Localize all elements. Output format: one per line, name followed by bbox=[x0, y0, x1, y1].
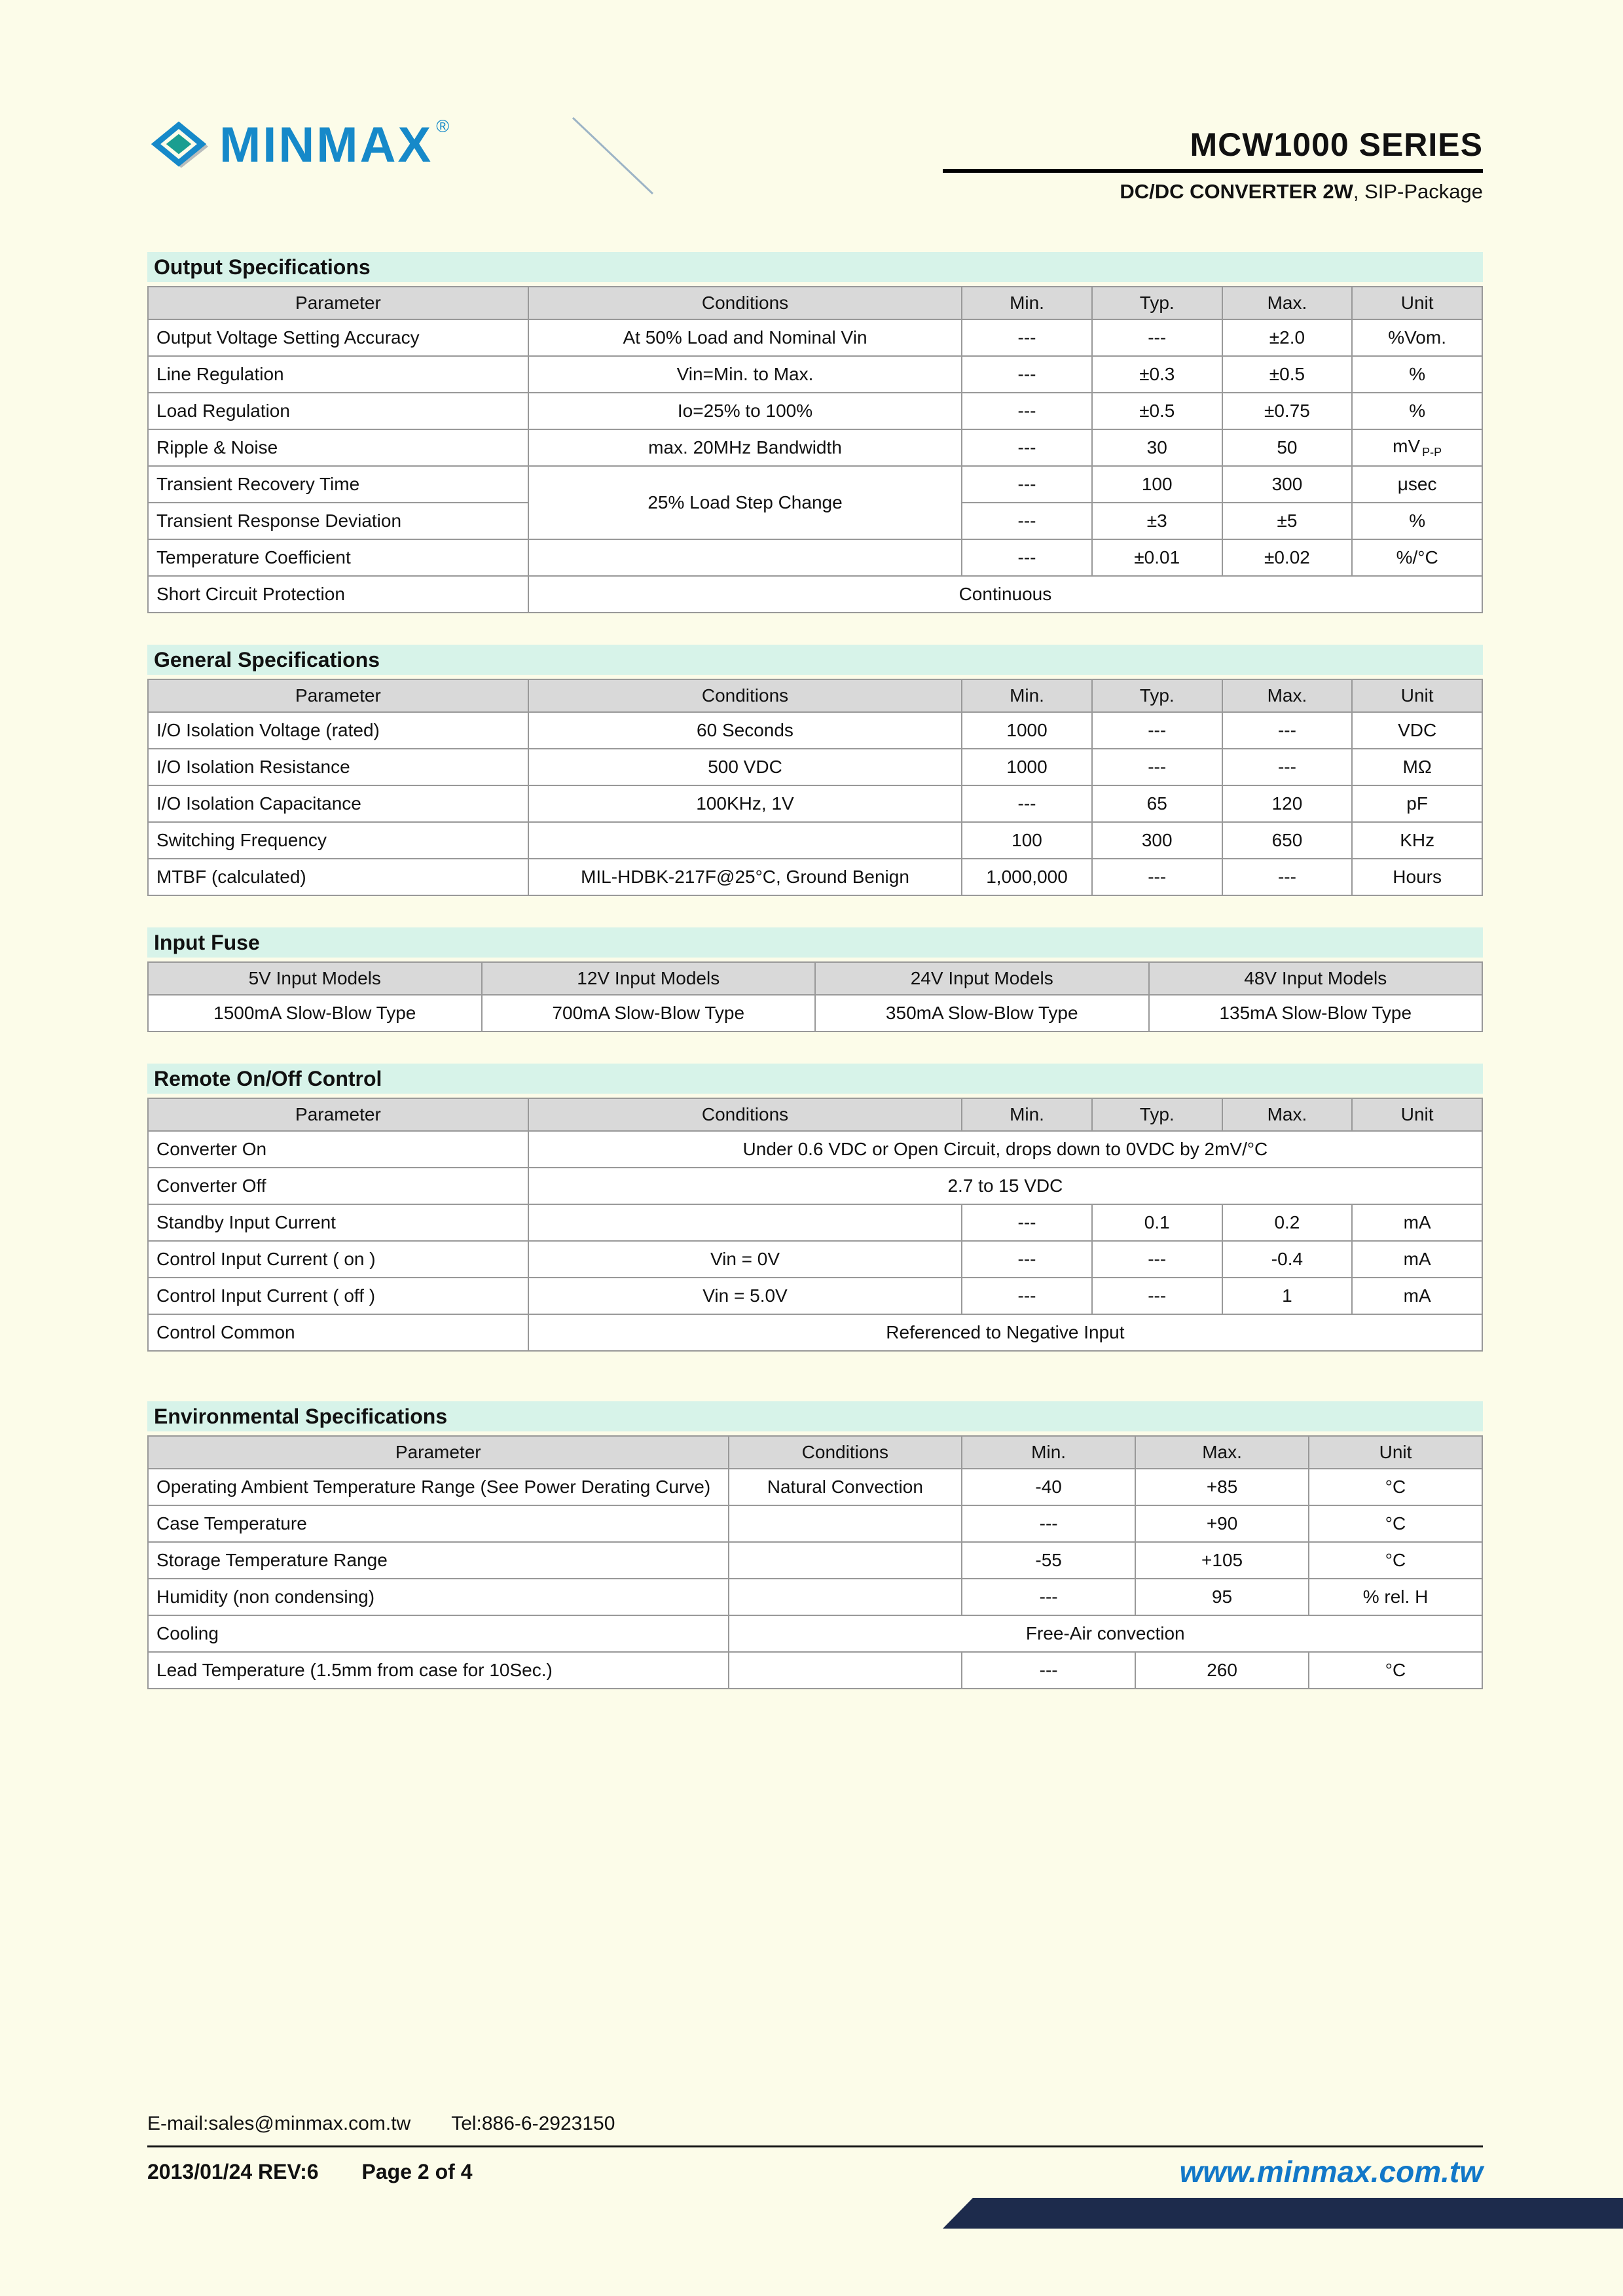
cell-parameter: Converter On bbox=[148, 1131, 528, 1168]
footer bbox=[147, 2113, 1483, 2189]
output-specifications-section bbox=[147, 252, 1483, 613]
spec-row bbox=[148, 1579, 1482, 1615]
cell-min: --- bbox=[962, 1505, 1135, 1542]
cell-typ: 100 bbox=[1092, 466, 1222, 503]
col-conditions: Conditions bbox=[729, 1436, 962, 1469]
col-conditions: Conditions bbox=[528, 1098, 962, 1131]
page-content bbox=[147, 0, 1483, 1689]
footer-bottom-row bbox=[147, 2154, 1483, 2189]
cell-unit: mA bbox=[1352, 1204, 1482, 1241]
cell-unit: % bbox=[1352, 393, 1482, 429]
spec-row bbox=[148, 995, 1482, 1031]
cell-parameter: Line Regulation bbox=[148, 356, 528, 393]
col-conditions: Conditions bbox=[528, 287, 962, 319]
cell-max: +105 bbox=[1135, 1542, 1309, 1579]
cell-max: +85 bbox=[1135, 1469, 1309, 1505]
col-12v-models: 12V Input Models bbox=[482, 962, 816, 995]
col-max: Max. bbox=[1222, 679, 1353, 712]
cell-conditions bbox=[729, 1579, 962, 1615]
cell-min: 1,000,000 bbox=[962, 859, 1092, 895]
cell-merged-value: Referenced to Negative Input bbox=[528, 1314, 1482, 1351]
spec-row bbox=[148, 749, 1482, 785]
cell-unit: % rel. H bbox=[1309, 1579, 1482, 1615]
cell-conditions: At 50% Load and Nominal Vin bbox=[528, 319, 962, 356]
cell-min: 1000 bbox=[962, 712, 1092, 749]
cell-conditions: Vin = 5.0V bbox=[528, 1278, 962, 1314]
cell-parameter: Humidity (non condensing) bbox=[148, 1579, 729, 1615]
col-unit: Unit bbox=[1352, 287, 1482, 319]
footer-contact bbox=[147, 2113, 1483, 2135]
series-title: MCW1000 SERIES bbox=[1190, 126, 1483, 163]
cell-parameter: Load Regulation bbox=[148, 393, 528, 429]
cell-unit: °C bbox=[1309, 1542, 1482, 1579]
diamond-logo-icon bbox=[147, 118, 210, 173]
cell-parameter: Control Common bbox=[148, 1314, 528, 1351]
header-right bbox=[943, 118, 1483, 204]
cell-unit: % bbox=[1352, 356, 1482, 393]
col-min: Min. bbox=[962, 1098, 1092, 1131]
cell-parameter: I/O Isolation Voltage (rated) bbox=[148, 712, 528, 749]
cell-min: --- bbox=[962, 1204, 1092, 1241]
subtitle-rest: , SIP-Package bbox=[1353, 180, 1483, 203]
header bbox=[147, 118, 1483, 204]
section-title-bar bbox=[147, 645, 1483, 675]
section-title-bar bbox=[147, 252, 1483, 282]
cell-parameter: Storage Temperature Range bbox=[148, 1542, 729, 1579]
cell-merged-value: Continuous bbox=[528, 576, 1482, 613]
logo-text: MINMAX bbox=[219, 117, 433, 173]
cell-parameter: Standby Input Current bbox=[148, 1204, 528, 1241]
section-title: General Specifications bbox=[154, 647, 380, 672]
cell-conditions: Vin = 0V bbox=[528, 1241, 962, 1278]
cell-parameter: I/O Isolation Resistance bbox=[148, 749, 528, 785]
cell-typ: ±0.3 bbox=[1092, 356, 1222, 393]
spec-row bbox=[148, 1241, 1482, 1278]
col-max: Max. bbox=[1135, 1436, 1309, 1469]
cell-typ: ±0.5 bbox=[1092, 393, 1222, 429]
spec-row bbox=[148, 1168, 1482, 1204]
col-unit: Unit bbox=[1352, 1098, 1482, 1131]
cell-max: 120 bbox=[1222, 785, 1353, 822]
table-header-row bbox=[148, 1098, 1482, 1131]
col-5v-models: 5V Input Models bbox=[148, 962, 482, 995]
cell-48v-fuse: 135mA Slow-Blow Type bbox=[1149, 995, 1483, 1031]
cell-parameter: Operating Ambient Temperature Range (See Power Derating Curve) bbox=[148, 1469, 729, 1505]
cell-unit: %/°C bbox=[1352, 539, 1482, 576]
table-header-row bbox=[148, 679, 1482, 712]
cell-max: 1 bbox=[1222, 1278, 1353, 1314]
cell-parameter: Short Circuit Protection bbox=[148, 576, 528, 613]
environmental-specifications-table bbox=[147, 1435, 1483, 1689]
cell-conditions: Vin=Min. to Max. bbox=[528, 356, 962, 393]
cell-typ: --- bbox=[1092, 859, 1222, 895]
col-parameter: Parameter bbox=[148, 287, 528, 319]
cell-merged-value: 2.7 to 15 VDC bbox=[528, 1168, 1482, 1204]
input-fuse-section bbox=[147, 927, 1483, 1032]
cell-max: --- bbox=[1222, 749, 1353, 785]
spec-row bbox=[148, 429, 1482, 466]
cell-min: 1000 bbox=[962, 749, 1092, 785]
spec-row bbox=[148, 1652, 1482, 1689]
cell-unit: μsec bbox=[1352, 466, 1482, 503]
cell-typ: ±3 bbox=[1092, 503, 1222, 539]
col-typ: Typ. bbox=[1092, 1098, 1222, 1131]
cell-unit: °C bbox=[1309, 1505, 1482, 1542]
col-min: Min. bbox=[962, 287, 1092, 319]
cell-conditions: 100KHz, 1V bbox=[528, 785, 962, 822]
cell-unit: KHz bbox=[1352, 822, 1482, 859]
cell-24v-fuse: 350mA Slow-Blow Type bbox=[815, 995, 1149, 1031]
header-diagonal-line bbox=[572, 117, 663, 198]
table-header-row bbox=[148, 1436, 1482, 1469]
spec-row bbox=[148, 393, 1482, 429]
tel-text: Tel:886-6-2923150 bbox=[451, 2113, 615, 2134]
col-24v-models: 24V Input Models bbox=[815, 962, 1149, 995]
cell-parameter: Transient Recovery Time bbox=[148, 466, 528, 503]
subtitle-bold: DC/DC CONVERTER 2W bbox=[1120, 180, 1353, 203]
cell-unit: % bbox=[1352, 503, 1482, 539]
section-title-bar bbox=[147, 1401, 1483, 1431]
cell-conditions bbox=[528, 539, 962, 576]
spec-row bbox=[148, 576, 1482, 613]
col-max: Max. bbox=[1222, 287, 1353, 319]
section-title: Environmental Specifications bbox=[154, 1404, 448, 1428]
cell-min: --- bbox=[962, 393, 1092, 429]
cell-parameter: Temperature Coefficient bbox=[148, 539, 528, 576]
cell-max: 300 bbox=[1222, 466, 1353, 503]
spec-row bbox=[148, 1615, 1482, 1652]
spec-row bbox=[148, 319, 1482, 356]
section-title: Output Specifications bbox=[154, 255, 371, 279]
cell-parameter: Lead Temperature (1.5mm from case for 10Sec.) bbox=[148, 1652, 729, 1689]
cell-typ: --- bbox=[1092, 319, 1222, 356]
cell-max: ±0.75 bbox=[1222, 393, 1353, 429]
spec-row bbox=[148, 1314, 1482, 1351]
cell-parameter: Control Input Current ( on ) bbox=[148, 1241, 528, 1278]
col-max: Max. bbox=[1222, 1098, 1353, 1131]
cell-max: 650 bbox=[1222, 822, 1353, 859]
spec-row bbox=[148, 466, 1482, 503]
spec-row bbox=[148, 1542, 1482, 1579]
cell-parameter: Ripple & Noise bbox=[148, 429, 528, 466]
cell-unit: mA bbox=[1352, 1278, 1482, 1314]
cell-max: ±5 bbox=[1222, 503, 1353, 539]
col-conditions: Conditions bbox=[528, 679, 962, 712]
spec-row bbox=[148, 539, 1482, 576]
spec-row bbox=[148, 859, 1482, 895]
spec-row bbox=[148, 1204, 1482, 1241]
cell-min: --- bbox=[962, 319, 1092, 356]
cell-min: 100 bbox=[962, 822, 1092, 859]
cell-min: --- bbox=[962, 539, 1092, 576]
cell-parameter: Switching Frequency bbox=[148, 822, 528, 859]
cell-5v-fuse: 1500mA Slow-Blow Type bbox=[148, 995, 482, 1031]
revision-date: 2013/01/24 REV:6 bbox=[147, 2159, 319, 2183]
cell-typ: --- bbox=[1092, 749, 1222, 785]
cell-unit: °C bbox=[1309, 1652, 1482, 1689]
cell-typ: 65 bbox=[1092, 785, 1222, 822]
input-fuse-table bbox=[147, 961, 1483, 1032]
bottom-navy-bar bbox=[943, 2198, 1623, 2229]
col-parameter: Parameter bbox=[148, 679, 528, 712]
cell-typ: ±0.01 bbox=[1092, 539, 1222, 576]
output-specifications-table bbox=[147, 286, 1483, 613]
col-unit: Unit bbox=[1352, 679, 1482, 712]
cell-conditions: MIL-HDBK-217F@25°C, Ground Benign bbox=[528, 859, 962, 895]
cell-max: ±0.02 bbox=[1222, 539, 1353, 576]
cell-conditions: 60 Seconds bbox=[528, 712, 962, 749]
cell-merged-value: Under 0.6 VDC or Open Circuit, drops down to 0VDC by 2mV/°C bbox=[528, 1131, 1482, 1168]
website-url: www.minmax.com.tw bbox=[1179, 2155, 1483, 2189]
cell-typ: 0.1 bbox=[1092, 1204, 1222, 1241]
series-subtitle bbox=[943, 180, 1483, 204]
cell-min: --- bbox=[962, 429, 1092, 466]
cell-12v-fuse: 700mA Slow-Blow Type bbox=[482, 995, 816, 1031]
cell-min: --- bbox=[962, 1241, 1092, 1278]
cell-conditions: 500 VDC bbox=[528, 749, 962, 785]
cell-unit: Hours bbox=[1352, 859, 1482, 895]
spec-row bbox=[148, 1469, 1482, 1505]
revision-info bbox=[147, 2160, 472, 2184]
col-typ: Typ. bbox=[1092, 287, 1222, 319]
cell-parameter: Output Voltage Setting Accuracy bbox=[148, 319, 528, 356]
cell-parameter: Case Temperature bbox=[148, 1505, 729, 1542]
cell-max: 0.2 bbox=[1222, 1204, 1353, 1241]
cell-max: ±0.5 bbox=[1222, 356, 1353, 393]
cell-conditions bbox=[729, 1652, 962, 1689]
registered-mark: ® bbox=[436, 117, 450, 136]
cell-parameter: Control Input Current ( off ) bbox=[148, 1278, 528, 1314]
spec-row bbox=[148, 785, 1482, 822]
cell-min: --- bbox=[962, 1278, 1092, 1314]
col-parameter: Parameter bbox=[148, 1098, 528, 1131]
cell-parameter: Converter Off bbox=[148, 1168, 528, 1204]
cell-conditions bbox=[729, 1505, 962, 1542]
cell-unit: pF bbox=[1352, 785, 1482, 822]
cell-min: --- bbox=[962, 1652, 1135, 1689]
cell-min: --- bbox=[962, 1579, 1135, 1615]
section-title-bar bbox=[147, 1064, 1483, 1094]
cell-min: -55 bbox=[962, 1542, 1135, 1579]
cell-min: --- bbox=[962, 503, 1092, 539]
col-parameter: Parameter bbox=[148, 1436, 729, 1469]
cell-max: 95 bbox=[1135, 1579, 1309, 1615]
spec-row bbox=[148, 356, 1482, 393]
minmax-logo bbox=[147, 118, 449, 173]
col-min: Min. bbox=[962, 1436, 1135, 1469]
footer-divider-line bbox=[147, 2145, 1483, 2147]
general-specifications-table bbox=[147, 679, 1483, 896]
spec-row bbox=[148, 822, 1482, 859]
cell-unit: MΩ bbox=[1352, 749, 1482, 785]
cell-min: -40 bbox=[962, 1469, 1135, 1505]
cell-max: ±2.0 bbox=[1222, 319, 1353, 356]
cell-max: --- bbox=[1222, 712, 1353, 749]
general-specifications-section bbox=[147, 645, 1483, 896]
cell-unit: °C bbox=[1309, 1469, 1482, 1505]
table-header-row bbox=[148, 962, 1482, 995]
email-text: E-mail:sales@minmax.com.tw bbox=[147, 2113, 411, 2134]
series-underline bbox=[943, 169, 1483, 173]
cell-conditions-merged: 25% Load Step Change bbox=[528, 466, 962, 539]
col-typ: Typ. bbox=[1092, 679, 1222, 712]
cell-conditions bbox=[729, 1542, 962, 1579]
spec-row bbox=[148, 712, 1482, 749]
unit-value: mV bbox=[1393, 435, 1421, 456]
cell-min: --- bbox=[962, 785, 1092, 822]
cell-unit: VDC bbox=[1352, 712, 1482, 749]
col-min: Min. bbox=[962, 679, 1092, 712]
cell-conditions: Io=25% to 100% bbox=[528, 393, 962, 429]
cell-conditions: Natural Convection bbox=[729, 1469, 962, 1505]
cell-parameter: MTBF (calculated) bbox=[148, 859, 528, 895]
section-title: Input Fuse bbox=[154, 930, 260, 954]
cell-max: 260 bbox=[1135, 1652, 1309, 1689]
table-header-row bbox=[148, 287, 1482, 319]
cell-conditions bbox=[528, 1204, 962, 1241]
cell-parameter: Transient Response Deviation bbox=[148, 503, 528, 539]
cell-typ: 30 bbox=[1092, 429, 1222, 466]
cell-typ: --- bbox=[1092, 1241, 1222, 1278]
spec-row bbox=[148, 1278, 1482, 1314]
cell-unit: %Vom. bbox=[1352, 319, 1482, 356]
spec-row bbox=[148, 1505, 1482, 1542]
cell-typ: --- bbox=[1092, 1278, 1222, 1314]
cell-parameter: I/O Isolation Capacitance bbox=[148, 785, 528, 822]
col-48v-models: 48V Input Models bbox=[1149, 962, 1483, 995]
cell-max: --- bbox=[1222, 859, 1353, 895]
cell-parameter: Cooling bbox=[148, 1615, 729, 1652]
section-title-bar bbox=[147, 927, 1483, 958]
cell-conditions: max. 20MHz Bandwidth bbox=[528, 429, 962, 466]
cell-max: -0.4 bbox=[1222, 1241, 1353, 1278]
cell-min: --- bbox=[962, 466, 1092, 503]
unit-subscript: P-P bbox=[1422, 446, 1442, 459]
cell-min: --- bbox=[962, 356, 1092, 393]
spec-row bbox=[148, 1131, 1482, 1168]
cell-typ: --- bbox=[1092, 712, 1222, 749]
cell-unit: mA bbox=[1352, 1241, 1482, 1278]
remote-on-off-table bbox=[147, 1098, 1483, 1352]
cell-conditions bbox=[528, 822, 962, 859]
page-number: Page 2 of 4 bbox=[361, 2159, 473, 2183]
col-unit: Unit bbox=[1309, 1436, 1482, 1469]
cell-max: +90 bbox=[1135, 1505, 1309, 1542]
cell-max: 50 bbox=[1222, 429, 1353, 466]
cell-typ: 300 bbox=[1092, 822, 1222, 859]
cell-unit bbox=[1352, 429, 1482, 466]
remote-on-off-section bbox=[147, 1064, 1483, 1352]
cell-merged-value: Free-Air convection bbox=[729, 1615, 1482, 1652]
section-title: Remote On/Off Control bbox=[154, 1066, 382, 1090]
environmental-specifications-section bbox=[147, 1401, 1483, 1689]
